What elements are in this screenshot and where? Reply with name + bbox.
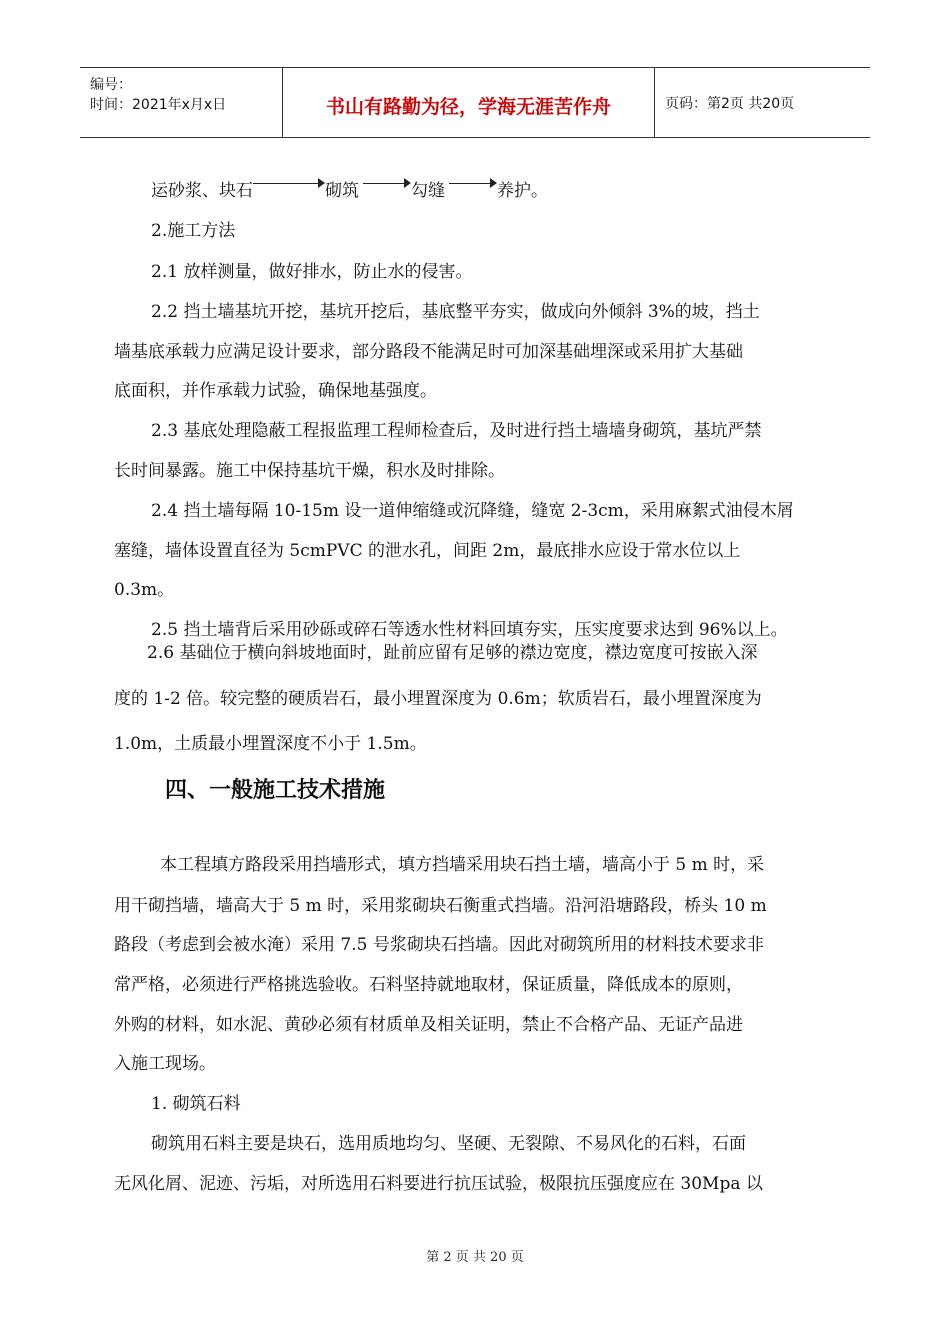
page-info: 页码：第2页 共20页: [665, 96, 795, 112]
body-line: 2.5 挡土墙背后采用砂砾或碎石等透水性材料回填夯实，压实度要求达到 96%以上。: [151, 620, 788, 640]
body-line: 长时间暴露。施工中保持基坑干燥，积水及时排除。: [114, 461, 505, 481]
flow-arrow-3: [449, 183, 495, 184]
section-heading: 四、一般施工技术措施: [165, 778, 386, 803]
body-line: 2.2 挡土墙基坑开挖，基坑开挖后，基底整平夯实，做成向外倾斜 3%的坡，挡土: [151, 302, 760, 322]
body-line: 2.6 基础位于横向斜坡地面时，趾前应留有足够的襟边宽度，襟边宽度可按嵌入深: [147, 643, 758, 663]
body-line: 底面积，并作承载力试验，确保地基强度。: [114, 381, 437, 401]
body-line: 塞缝，墙体设置直径为 5cmPVC 的泄水孔，间距 2m，最底排水应设于常水位以上: [114, 541, 741, 561]
body-line: 1.0m，土质最小埋置深度不小于 1.5m。: [114, 734, 427, 754]
flow-step-3: 勾缝: [411, 181, 445, 201]
body-line: 0.3m。: [114, 580, 175, 600]
section-line: 外购的材料，如水泥、黄砂必须有材质单及相关证明，禁止不合格产品、无证产品进: [114, 1015, 743, 1035]
process-flow: [151, 176, 571, 200]
section-line: 砌筑用石料主要是块石，选用质地均匀、坚硬、无裂隙、不易风化的石料，石面: [151, 1134, 746, 1154]
date-label: 时间：2021年x月x日: [90, 97, 227, 113]
header-right-cell: [655, 68, 870, 137]
section-line: 路段（考虑到会被水淹）采用 7.5 号浆砌块石挡墙。因此对砌筑所用的材料技术要求非: [114, 935, 764, 955]
header-mid-cell: [283, 68, 655, 137]
body-line: 2.4 挡土墙每隔 10-15m 设一道伸缩缝或沉降缝，缝宽 2-3cm，采用麻絮式油侵木屑: [151, 501, 794, 521]
flow-arrow-2: [363, 183, 409, 184]
section-line: 入施工现场。: [114, 1054, 216, 1074]
number-label: 编号：: [90, 77, 132, 93]
subsection-title: 1. 砌筑石料: [151, 1094, 241, 1114]
body-line: 度的 1-2 倍。较完整的硬质岩石，最小埋置深度为 0.6m；软质岩石，最小埋置深度为: [114, 689, 762, 709]
section-line: 无风化屑、泥迹、污垢，对所选用石料要进行抗压试验，极限抗压强度应在 30Mpa 以: [114, 1174, 763, 1194]
flow-arrow-1: [253, 183, 323, 184]
page-footer: 第 2 页 共 20 页: [426, 1250, 524, 1265]
section-line: 本工程填方路段采用挡墙形式，填方挡墙采用块石挡土墙，墙高小于 5 m 时，采: [160, 855, 765, 875]
body-line: 墙基底承载力应满足设计要求，部分路段不能满足时可加深基础埋深或采用扩大基础: [114, 342, 743, 362]
body-line: 2.施工方法: [151, 221, 236, 241]
motto: 书山有路勤为径，学海无涯苦作舟: [325, 96, 611, 118]
body-line: 2.3 基底处理隐蔽工程报监理工程师检查后，及时进行挡土墙墙身砌筑，基坑严禁: [151, 421, 762, 441]
body-line: 2.1 放样测量，做好排水，防止水的侵害。: [151, 262, 473, 282]
section-line: 常严格，必须进行严格挑选验收。石料坚持就地取材，保证质量，降低成本的原则，: [114, 975, 743, 995]
section-line: 用干砌挡墙，墙高大于 5 m 时，采用浆砌块石衡重式挡墙。沿河沿塘路段，桥头 10 m: [114, 896, 767, 916]
page-header: [80, 67, 870, 138]
flow-step-4: 养护。: [497, 181, 548, 201]
flow-step-1: 运砂浆、块石: [151, 181, 253, 201]
flow-step-2: 砌筑: [325, 181, 359, 201]
header-left-cell: [80, 68, 283, 137]
